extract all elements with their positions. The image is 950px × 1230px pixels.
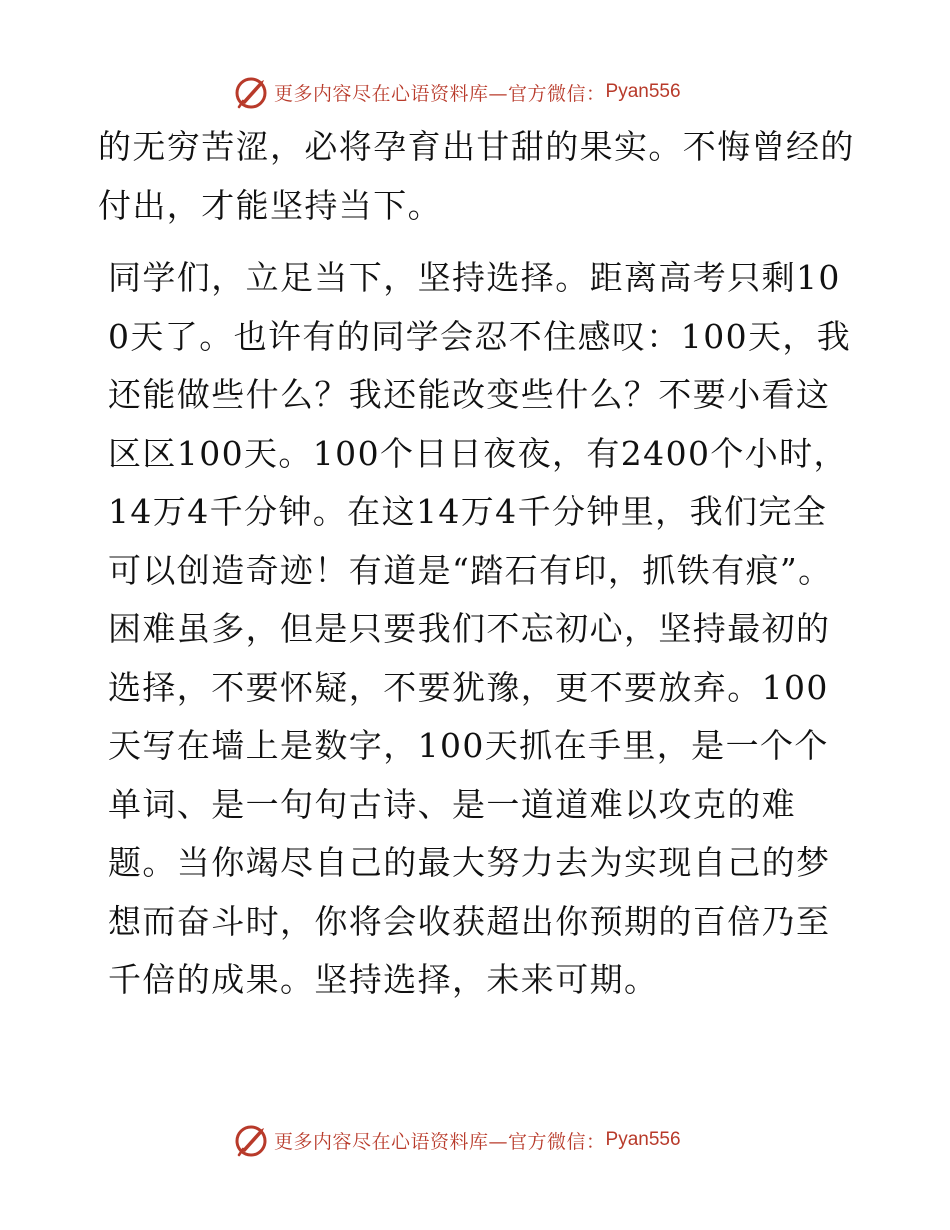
body-text xyxy=(98,118,858,1010)
paragraph: 的无穷苦涩，必将孕育出甘甜的果实。不悔曾经的付出，才能坚持当下。 xyxy=(98,127,855,225)
watermark-wechat-id: Pyan556 xyxy=(605,81,681,102)
footer-watermark xyxy=(234,1120,681,1160)
watermark-text: 更多内容尽在心语资料库—官方微信： xyxy=(274,82,606,105)
watermark-text: 更多内容尽在心语资料库—官方微信： xyxy=(274,1130,606,1153)
watermark-wechat-id: Pyan556 xyxy=(605,1129,681,1150)
paragraph: 同学们，立足当下，坚持选择。距离高考只剩100天了。也许有的同学会忍不住感叹：100天，我还能做些什么？我还能改变些什么？不要小看这区区100天。100个日日夜夜，有2400个小时，14万4千分钟。在这14万4千分钟里，我们完全可以创造奇迹！有道是“踏石有印，抓铁有痕”。困难虽多，但是只要我们不忘初心，坚持最初的选择，不要怀疑，不要犹豫，更不要放弃。100天写在墙上是数字，100天抓在手里，是一个个单词、是一句句古诗、是一道道难以攻克的难题。当你竭尽自己的最大努力去为实现自己的梦想而奋斗时，你将会收获超出你预期的百倍乃至千倍的成果。坚持选择，未来可期。 xyxy=(108,258,852,999)
header-watermark xyxy=(234,72,681,112)
quill-logo-icon xyxy=(234,74,270,110)
quill-logo-icon xyxy=(234,1122,270,1158)
